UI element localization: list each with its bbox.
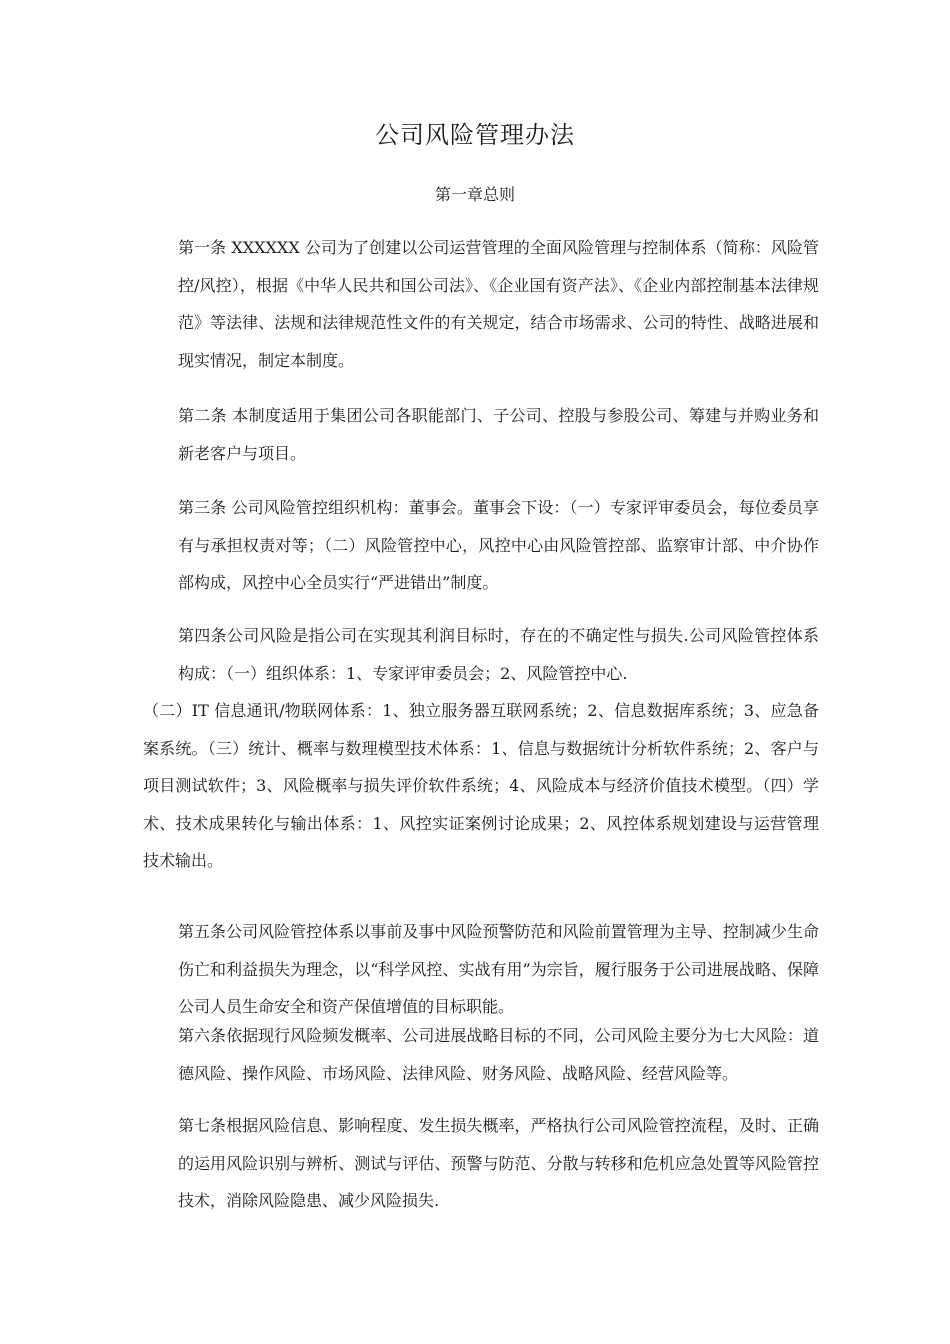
article-3 [143,489,819,602]
article-1-text: 第一条 XXXXXX 公司为了创建以公司运营管理的全面风险管理与控制体系（简称：风险管控/风控），根据《中华人民共和国公司法》、《企业国有资产法》、《企业内部控制基本法律规范》等法律、法规和法律规范性文件的有关规定，结合市场需求、公司的特性、战略进展和现实情况，制定本制度。 [178,238,819,370]
article-6 [143,1017,819,1092]
article-2-text: 第二条 本制度适用于集团公司各职能部门、子公司、控股与参股公司、筹建与并购业务和新老客户与项目。 [178,406,819,463]
document-title: 公司风险管理办法 [375,121,575,149]
article-6-text: 第六条依据现行风险频发概率、公司进展战略目标的不同，公司风险主要分为七大风险：道德风险、操作风险、市场风险、法律风险、财务风险、战略风险、经营风险等。 [178,1026,819,1083]
article-7-text: 第七条根据风险信息、影响程度、发生损失概率，严格执行公司风险管控流程，及时、正确的运用风险识别与辨析、测试与评估、预警与防范、分散与转移和危机应急处置等风险管控技术，消除风险隐患、减少风险损失. [178,1116,819,1210]
article-3-text: 第三条 公司风险管控组织机构：董事会。董事会下设：（一）专家评审委员会，每位委员享有与承担权责对等；（二）风险管控中心，风控中心由风险管控部、监察审计部、中介协作部构成，风控中心全员实行“严进错出”制度。 [178,498,819,592]
article-5-text: 第五条公司风险管控体系以事前及事中风险预警防范和风险前置管理为主导、控制减少生命伤亡和利益损失为理念，以“科学风控、实战有用”为宗旨，履行服务于公司进展战略、保障公司人员生命安全和资产保值增值的目标职能。 [178,922,819,1016]
article-4-text: 第四条公司风险是指公司在实现其利润目标时，存在的不确定性与损失.公司风险管控体系构成：（一）组织体系：1、专家评审委员会；2、风险管控中心. [178,626,819,683]
chapter-heading: 第一章总则 [434,185,515,204]
article-7 [143,1107,819,1220]
article-4-continuation: （二）IT 信息通讯/物联网体系：1、独立服务器互联网系统；2、信息数据库系统；3、应急备案系统。（三）统计、概率与数理模型技术体系：1、信息与数据统计分析软件系统；2、客户与项目测试软件；3、风险概率与损失评价软件系统；4、风险成本与经济价值技术模型。（四）学术、技术成果转化与输出体系：1、风控实证案例讨论成果；2、风控体系规划建设与运营管理技术输出。 [143,701,819,870]
article-4 [143,617,819,880]
article-5 [143,913,819,1026]
article-2 [143,397,819,472]
article-1 [143,229,819,379]
